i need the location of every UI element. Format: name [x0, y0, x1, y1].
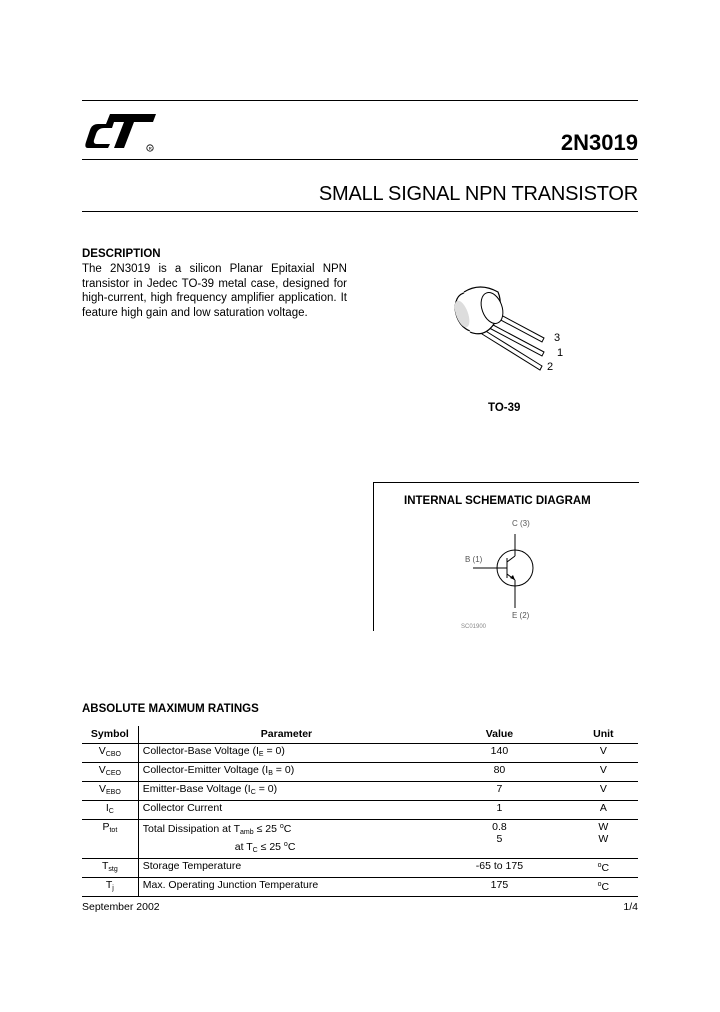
- footer-date: September 2002: [82, 901, 160, 913]
- parameter: Total Dissipation at T: [142, 823, 241, 835]
- unit: C: [601, 881, 610, 893]
- parameter-end: ≤ 25: [253, 823, 280, 835]
- parameter-subscript: B: [268, 770, 273, 777]
- value: 5: [496, 833, 503, 845]
- parameter-end: = 0): [263, 745, 285, 757]
- npn-transistor-symbol: [455, 512, 565, 630]
- parameter: Storage Temperature: [142, 860, 242, 872]
- symbol-subscript: tot: [109, 827, 118, 834]
- table-row: [82, 820, 638, 859]
- table-row: [82, 859, 638, 878]
- degree-symbol: o: [597, 881, 602, 888]
- symbol-subscript: C: [108, 808, 114, 815]
- unit: V: [599, 783, 607, 795]
- description-text: The 2N3019 is a silicon Planar Epitaxial NPN transistor in Jedec TO-39 metal case, designed for high-current, high frequency amplifier application. It feature high gain and low saturation voltage.: [82, 263, 347, 319]
- pin-label-3: 3: [554, 332, 561, 344]
- parameter: at T: [234, 841, 253, 853]
- symbol: V: [98, 745, 106, 757]
- description-heading: DESCRIPTION: [82, 248, 161, 260]
- symbol-subscript: CEO: [105, 770, 121, 777]
- unit: V: [599, 745, 607, 757]
- col-unit: Unit: [569, 726, 638, 744]
- symbol: T: [101, 860, 109, 872]
- table-row: [82, 878, 638, 897]
- emitter-label: E (2): [512, 611, 530, 620]
- parameter-end: = 0): [272, 764, 295, 776]
- ratings-table: [82, 726, 638, 897]
- value: -65 to 175: [475, 860, 524, 872]
- unit: C: [601, 862, 610, 874]
- svg-text:R: R: [148, 145, 152, 151]
- parameter-end: = 0): [255, 783, 278, 795]
- to39-package-drawing: [440, 278, 580, 378]
- parameter: Collector Current: [142, 802, 223, 814]
- parameter: Emitter-Base Voltage (I: [142, 783, 251, 795]
- degree-symbol: o: [283, 841, 288, 848]
- pin-label-1: 1: [557, 347, 564, 359]
- symbol: V: [98, 764, 106, 776]
- degree-unit: C: [283, 823, 292, 835]
- parameter: Collector-Base Voltage (I: [142, 745, 259, 757]
- symbol: V: [98, 783, 106, 795]
- collector-label: C (3): [512, 519, 530, 528]
- symbol: P: [102, 821, 110, 833]
- ratings-heading: ABSOLUTE MAXIMUM RATINGS: [82, 703, 259, 715]
- st-logo: [84, 108, 160, 156]
- symbol-subscript: stg: [108, 866, 118, 873]
- symbol-subscript: j: [112, 885, 114, 892]
- parameter-line2: [143, 839, 430, 857]
- title-rule: [82, 211, 638, 212]
- table-row: [82, 744, 638, 763]
- value: 140: [490, 745, 509, 757]
- document-title: SMALL SIGNAL NPN TRANSISTOR: [318, 183, 638, 205]
- col-symbol: Symbol: [82, 726, 138, 744]
- package-label: TO-39: [488, 402, 521, 414]
- table-row: [82, 782, 638, 801]
- part-number: 2N3019: [560, 130, 638, 155]
- parameter: Max. Operating Junction Temperature: [142, 879, 319, 891]
- pin-label-2: 2: [547, 361, 554, 373]
- base-label: B (1): [465, 555, 483, 564]
- parameter-subscript: E: [258, 751, 264, 758]
- parameter-subscript: amb: [240, 829, 254, 836]
- parameter-subscript: C: [252, 847, 258, 854]
- value: 0.8: [492, 821, 507, 833]
- parameter-end: ≤ 25: [257, 841, 284, 853]
- table-row: [82, 801, 638, 820]
- unit: W: [598, 833, 609, 845]
- table-row: [82, 763, 638, 782]
- schematic-title: INTERNAL SCHEMATIC DIAGRAM: [404, 495, 591, 507]
- value: 1: [496, 802, 503, 814]
- degree-unit: C: [287, 841, 296, 853]
- col-parameter: Parameter: [138, 726, 430, 744]
- symbol: T: [105, 879, 113, 891]
- header-rule: [82, 159, 638, 160]
- parameter-subscript: C: [250, 789, 256, 796]
- unit: V: [599, 764, 607, 776]
- top-rule: [82, 100, 638, 101]
- schematic-ref-code: SC01900: [461, 624, 487, 630]
- degree-symbol: o: [597, 862, 602, 869]
- symbol-subscript: CBO: [105, 751, 121, 758]
- degree-symbol: o: [279, 823, 284, 830]
- col-value: Value: [430, 726, 568, 744]
- footer-page-number: 1/4: [623, 901, 638, 913]
- symbol: I: [105, 802, 109, 814]
- value: 80: [493, 764, 506, 776]
- parameter: Collector-Emitter Voltage (I: [142, 764, 269, 776]
- table-header-row: [82, 726, 638, 744]
- symbol-subscript: EBO: [105, 789, 121, 796]
- unit: W: [598, 821, 609, 833]
- value: 7: [496, 783, 503, 795]
- value: 175: [490, 879, 509, 891]
- unit: A: [599, 802, 607, 814]
